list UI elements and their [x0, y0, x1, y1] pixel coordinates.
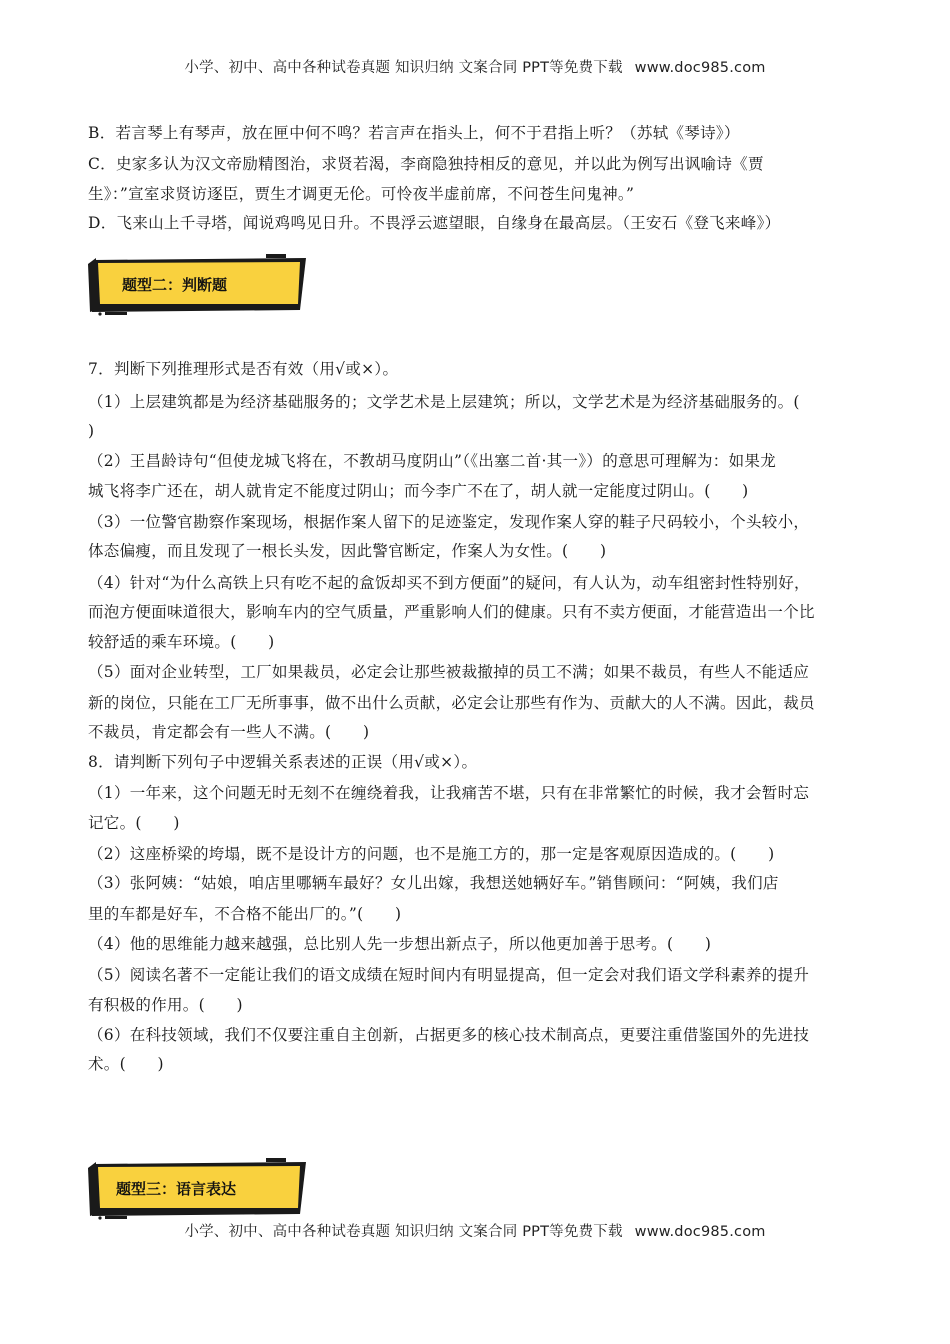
option-b: B．若言琴上有琴声，放在匣中何不鸣？若言声在指头上，何不于君指上听？（苏轼《琴诗》）: [88, 124, 740, 142]
section-banner-judgment: [88, 254, 310, 316]
q8-6-line1: （6）在科技领域，我们不仅要注重自主创新，占据更多的核心技术制高点，更要注重借鉴国外的先进技: [88, 1026, 810, 1044]
header-url: www.doc985.com: [634, 60, 766, 76]
q7-2-line2: 城飞将李广还在，胡人就肯定不能度过阴山；而今李广不在了，胡人就一定能度过阴山。( ): [88, 482, 749, 500]
q7-3-line2: 体态偏瘦，而且发现了一根长头发，因此警官断定，作案人为女性。( ): [88, 542, 607, 560]
q7-4-line2: 而泡方便面味道很大，影响车内的空气质量，严重影响人们的健康。只有不卖方便面，才能营造出一个比: [88, 603, 815, 621]
q8-5-line1: （5）阅读名著不一定能让我们的语文成绩在短时间内有明显提高，但一定会对我们语文学科素养的提升: [88, 966, 810, 984]
q7-stem: 7．判断下列推理形式是否有效（用√或×）。: [88, 360, 399, 378]
q8-stem: 8．请判断下列句子中逻辑关系表述的正误（用√或×）。: [88, 753, 478, 771]
option-c-line1: C．史家多认为汉文帝励精图治，求贤若渴，李商隐独持相反的意见，并以此为例写出讽喻诗《贾: [88, 155, 764, 173]
q8-3-line1: （3）张阿姨：“姑娘，咱店里哪辆车最好？女儿出嫁，我想送她辆好车。”销售顾问：“阿姨，我们店: [88, 874, 779, 892]
q7-5-line1: （5）面对企业转型，工厂如果裁员，必定会让那些被裁撤掉的员工不满；如果不裁员，有些人不能适应: [88, 663, 810, 681]
header-text: 小学、初中、高中各种试卷真题 知识归纳 文案合同 PPT等免费下载: [184, 60, 623, 76]
q8-2: （2）这座桥梁的垮塌，既不是设计方的问题，也不是施工方的，那一定是客观原因造成的。( ): [88, 845, 775, 863]
banner-title: 题型三：语言表达: [116, 1180, 237, 1198]
q7-4-line1: （4）针对“为什么高铁上只有吃不起的盒饭却买不到方便面”的疑问，有人认为，动车组密封性特别好，: [88, 574, 810, 592]
q8-5-line2: 有积极的作用。( ): [88, 996, 243, 1014]
option-c-line2: 生》：”宣室求贤访逐臣，贾生才调更无伦。可怜夜半虚前席，不问苍生问鬼神。”: [88, 185, 635, 203]
q8-1-line2: 记它。( ): [88, 814, 180, 832]
q7-2-line1: （2）王昌龄诗句“但使龙城飞将在，不教胡马度阴山”（《出塞二首·其一》）的意思可理解为：如果龙: [88, 452, 776, 470]
page-header-top: [0, 56, 950, 77]
q7-1-line1: （1）上层建筑都是为经济基础服务的；文学艺术是上层建筑；所以，文学艺术是为经济基础服务的。(: [88, 393, 800, 411]
q8-6-line2: 术。( ): [88, 1055, 164, 1073]
q8-4: （4）他的思维能力越来越强，总比别人先一步想出新点子，所以他更加善于思考。( ): [88, 935, 712, 953]
q8-3-line2: 里的车都是好车，不合格不能出厂的。”( ): [88, 905, 402, 923]
q7-4-line3: 较舒适的乘车环境。( ): [88, 633, 275, 651]
banner-title: 题型二：判断题: [122, 276, 228, 294]
page-footer: [0, 1220, 950, 1241]
section-banner-language: [88, 1158, 310, 1220]
footer-url: www.doc985.com: [634, 1224, 766, 1240]
q7-5-line2: 新的岗位，只能在工厂无所事事，做不出什么贡献，必定会让那些有作为、贡献大的人不满。因此，裁员: [88, 694, 815, 712]
q7-5-line3: 不裁员，肯定都会有一些人不满。( ): [88, 723, 370, 741]
option-d: D．飞来山上千寻塔，闻说鸡鸣见日升。不畏浮云遮望眼，自缘身在最高层。（王安石《登飞来峰》）: [88, 214, 781, 232]
q7-3-line1: （3）一位警官勘察作案现场，根据作案人留下的足迹鉴定，发现作案人穿的鞋子尺码较小，个头较小，: [88, 513, 810, 531]
q8-1-line1: （1）一年来，这个问题无时无刻不在缠绕着我，让我痛苦不堪，只有在非常繁忙的时候，我才会暂时忘: [88, 784, 810, 802]
q7-1-line2: ): [88, 422, 95, 440]
footer-text: 小学、初中、高中各种试卷真题 知识归纳 文案合同 PPT等免费下载: [184, 1224, 623, 1240]
